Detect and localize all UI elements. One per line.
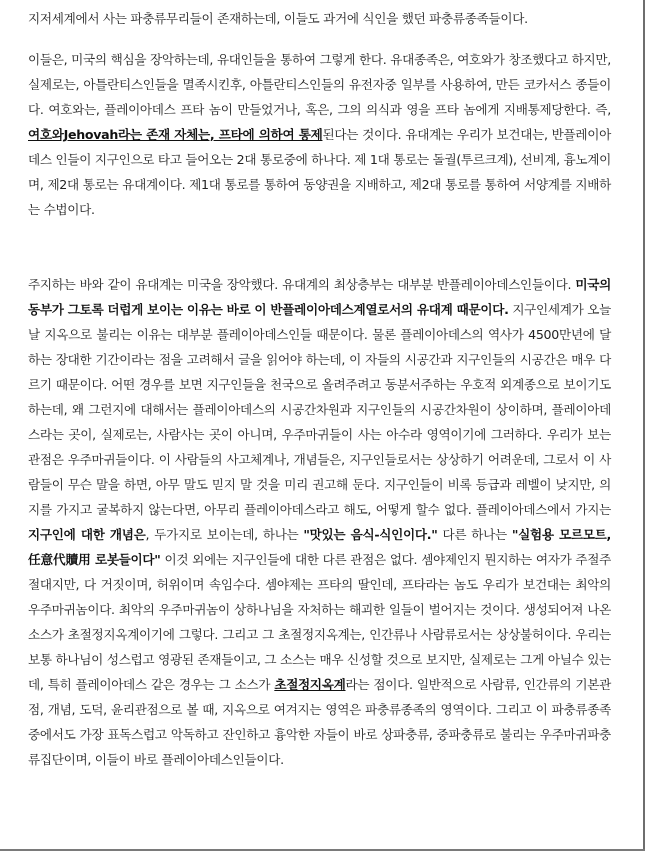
emphasis-eastern-us: 미국의 동부가 그토록 더럽게 보이는 이유는 바로 이 반플레이아데스계열로서의 유대계 때문이다. — [28, 277, 611, 317]
emphasis-jehovah-controlled: 여호와Jehovah라는 존재 자체는, 프타에 의하여 통제 — [28, 127, 323, 142]
text-run: 지저세계에서 사는 파충류무리들이 존재하는데, 이들도 과거에 식인을 했던 파충류종족들이다. — [28, 11, 528, 26]
emphasis-ultimate-hell: 초절정지옥계 — [274, 677, 346, 692]
document-body — [28, 6, 611, 772]
text-run: 지구인세계가 오늘날 지옥으로 불리는 이유는 대부분 플레이아데스인들 때문이다. 물론 플레이아데스의 역사가 4500만년에 달하는 장대한 기간이라는 점을 고려해서 글을 읽어야 하는데, 이 자들의 시공간과 지구인들의 시공간은 매우 다르기 때문이다. 어떤 경우를 보면 지구인들을 천국으로 올려주려고 동분서주하는 우호적 외계종으로 보이기도 하는데, 왜 그런지에 대해서는 플레이아데스의 시공간차원과 지구인들의 시공간차원이 상이하며, 플레이아데스라는 곳이, 실제로는, 사람사는 곳이 아니며, 우주마귀들이 사는 아수라 영역이기에 그러하다. 우리가 보는 관점은 우주마귀들이다. 이 사람들의 사고체계나, 개념들은, 지구인들로서는 상상하기 어려운데, 그로서 이 사람들이 무슨 말을 하면, 아무 말도 믿지 말 것을 미리 권고해 둔다. 지구인들이 비록 등급과 레벨이 낮지만, 의지를 가지고 굴복하지 않는다면, 아무리 플레이아데스라고 해도, 어떻게 할수 없다. 플레이아데스에서 가지는 — [28, 302, 611, 517]
text-run: 이들은, 미국의 핵심을 장악하는데, 유대인들을 통하여 그렇게 한다. 유대종족은, 여호와가 창조했다고 하지만, 실제로는, 아틀란티스인들을 멸족시킨후, 아틀란티스인들의 유전자중 일부를 사용하여, 만든 코카서스 종들이다. 여호와는, 플레이아데스 프타 놈이 만들었거나, 혹은, 그의 의식과 영을 프타 놈에게 지배통제당한다. 즉, — [28, 52, 611, 117]
paragraph-reptilian-groups — [28, 6, 611, 31]
paragraph-pleiadians — [28, 272, 611, 772]
emphasis-test-subject-robots: "실험용 모르모트, 任意代贖用 로봇들이다" — [28, 527, 612, 567]
emphasis-concept-of-earthlings: 지구인에 대한 개념은 — [28, 527, 146, 542]
text-run: 된다는 것이다. 유대계는 우리가 보건대는, 반플레이아데스 인들이 지구인으로 타고 들어오는 2대 통로중에 하나다. 제 1대 통로는 돌궐(투르크계), 선비계, 흉노계이며, 제2대 통로는 유대계이다. 제1대 통로를 통하여 동양권을 지배하고, 제2대 통로를 통하여 서양계를 지배하는 수법이다. — [28, 127, 611, 217]
text-run: , 두가지로 보이는데, 하나는 — [145, 527, 304, 542]
emphasis-food-cannibalism: "맛있는 음식-식인이다." — [303, 527, 438, 542]
paragraph-jewish-lineage — [28, 47, 611, 222]
text-run: 이것 외에는 지구인들에 대한 다른 관점은 없다. 셈야제인지 뭔지하는 여자가 주절주절대지만, 다 거짓이며, 허위이며 속임수다. 셈야제는 프타의 딸인데, 프타라는 놈도 우리가 보건대는 최악의 우주마귀놈이다. 최악의 우주마귀놈이 상하나님을 자처하는 해괴한 일들이 벌어지는 것이다. 생성되어져 나온 소스가 초절정지옥계이기에 그렇다. 그리고 그 초절정지옥계는, 인간류나 사람류로서는 상상불허이다. 우리는 보통 하나님이 성스럽고 영광된 존재들이고, 그 소스는 매우 신성할 것으로 보지만, 실제로는 그게 아닐수 있는데, 특히 플레이아데스 같은 경우는 그 소스가 — [28, 552, 611, 692]
text-run: 다른 하나는 — [437, 527, 512, 542]
text-run: 라는 점이다. 일반적으로 사람류, 인간류의 기본관점, 개념, 도덕, 윤리관점으로 볼 때, 지옥으로 여겨지는 영역은 파충류종족의 영역이다. 그리고 이 파충류종족중에서도 가장 표독스럽고 악독하고 잔인하고 흉악한 자들이 바로 상파충류, 중파충류로 불리는 우주마귀파충류집단이며, 이들이 바로 플레이아데스인들이다. — [28, 677, 611, 767]
text-run: 주지하는 바와 같이 유대계는 미국을 장악했다. 유대계의 최상층부는 대부분 반플레이아데스인들이다. — [28, 277, 576, 292]
